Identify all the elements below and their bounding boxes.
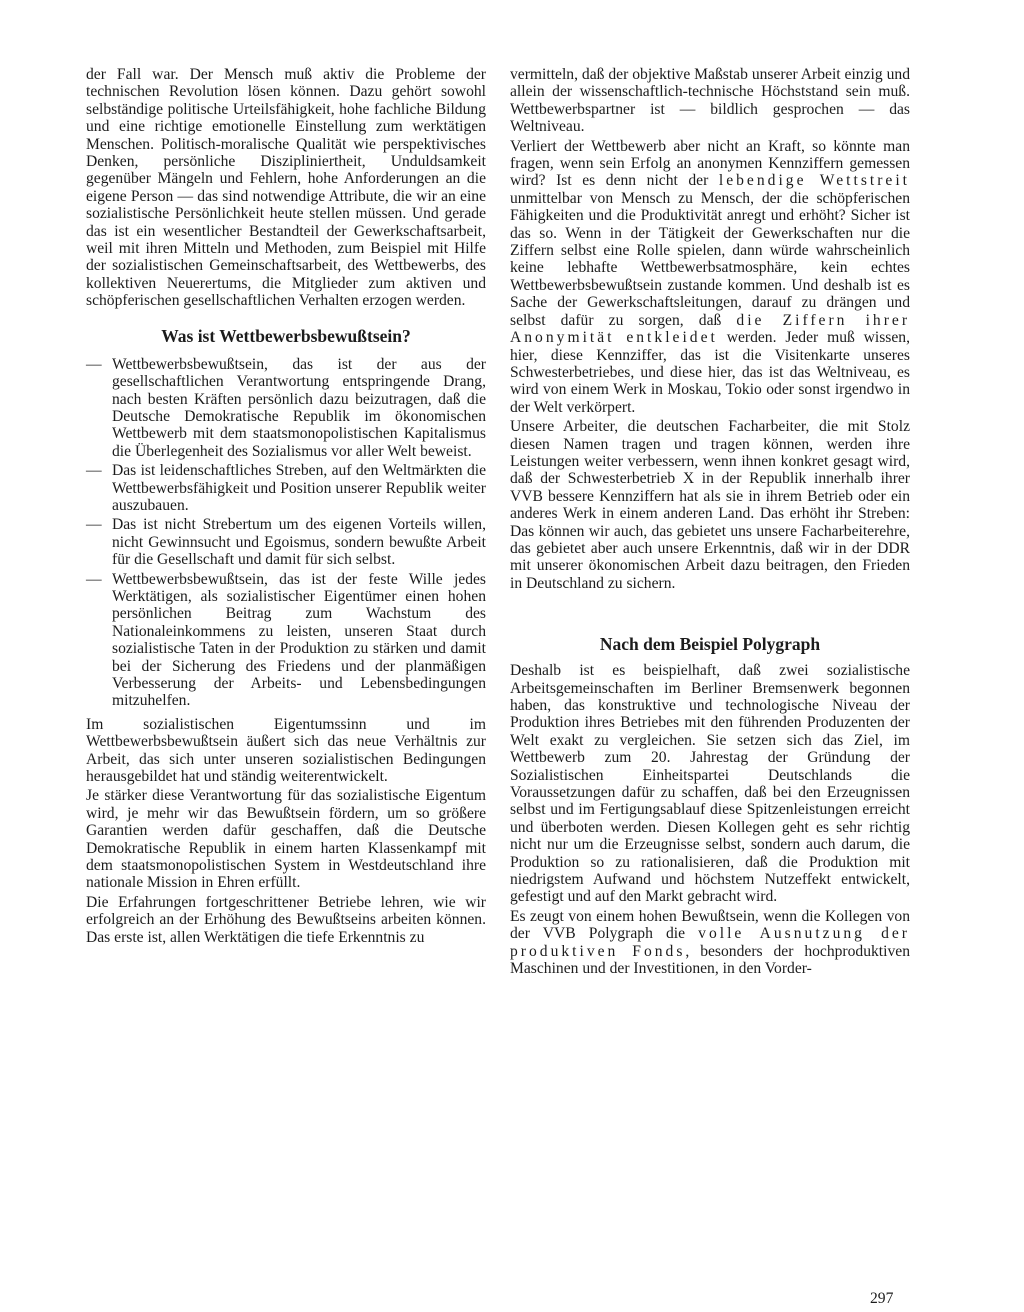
spaced-emphasis: die Ziffern ihrer Anonymität entkleidet	[510, 311, 911, 347]
dash-bullet: —	[86, 516, 102, 534]
right-column	[510, 66, 910, 980]
bullet-item	[86, 516, 486, 568]
paragraph: vermitteln, daß der objektive Maßstab unserer Arbeit einzig und allein der wissenschaftlich-technische Höchststand sein muß. Wettbewerbspartner ist — bildlich gesprochen — das Weltniveau.	[510, 66, 910, 136]
text-run: unmittelbar von Mensch zu Mensch, der die schöpferischen Fähigkeiten und die Produktivität anregt und erhöht? Sicher ist das so. Wenn in der Tätigkeit der Gewerkschaften nur die Ziffern selbst eine Rolle spielen, dann würde wahrscheinlich keine lebhafte Wettbewerbsatmosphäre, kein echtes Wettbewerbsbewußtsein zustande kommen. Und deshalb ist es Sache der Gewerkschaftsleitungen, darauf zu drängen und selbst dafür zu sorgen, daß	[510, 189, 910, 329]
paragraph: Unsere Arbeiter, die deutschen Facharbeiter, die mit Stolz diesen Namen tragen und tragen können, werden ihre Leistungen weiter verbessern, wenn ihnen konkret gesagt wird, daß der Schwesterbetrieb X in der Republik innerhalb ihrer VVB bessere Kennziffern hat als sie in ihrem Betrieb oder ein anderes Werk in einem anderen Land. Das erhöht ihr Streben: Das können wir auch, das gebietet uns unsere Facharbeiterehre, das gebietet aber auch unsere Erkenntnis, daß wir in der DDR mit unserer ökonomischen Arbeit dazu beitragen, den Frieden in Deutschland zu sichern.	[510, 418, 910, 592]
bullet-item	[86, 571, 486, 710]
paragraph: Die Erfahrungen fortgeschrittener Betriebe lehren, wie wir erfolgreich an der Erhöhung des Bewußtseins arbeiten können. Das erste ist, allen Werktätigen die tiefe Erkenntnis zu	[86, 893, 486, 946]
page-number: 297	[870, 1290, 894, 1307]
paragraph: Deshalb ist es beispielhaft, daß zwei sozialistische Arbeitsgemeinschaften im Berliner Bremsenwerk begonnen haben, das konstruktive und technologische Niveau der Produktion ihres Betriebes mit den führenden Produzenten der Welt exakt zu vergleichen. Sie setzen sich das Ziel, im Wettbewerb zum 20. Jahrestag der Gründung der Sozialistischen Einheitspartei Deutschlands die Voraussetzungen dafür zu schaffen, daß bei den Erzeugnissen selbst und im Fertigungsablauf diese Spitzenleistungen erreicht und überboten werden. Diesen Kollegen geht es sehr richtig nicht nur um die Erzeugnisse selbst, sondern auch darum, die Produktion so zu rationalisieren, daß die Produktion mit niedrigstem Aufwand und höchstem Nutzeffekt entwickelt, gefestigt und auf den Markt gebracht wird.	[510, 662, 910, 906]
bullet-text: Das ist leidenschaftliches Streben, auf den Weltmärkten die Wettbewerbsfähigkeit und Position unserer Republik weiter auszubauen.	[112, 462, 486, 514]
dash-bullet: —	[86, 355, 102, 373]
paragraph: Im sozialistischen Eigentumssinn und im Wettbewerbsbewußtsein äußert sich das neue Verhältnis zur Arbeit, das sich unter unseren sozialistischen Bedingungen herausgebildet hat und ständig weiterentwickelt.	[86, 715, 486, 786]
text-run: werden. Jeder muß wissen, hier, diese Kennziffer, das ist die Visitenkarte unseres Schwesterbetriebes, und diese hier, das ist das Weltniveau, es wird von einem Werk in Moskau, Tokio oder sonst irgendwo in der Welt verkörpert.	[510, 329, 910, 416]
section-heading: Nach dem Beispiel Polygraph	[599, 634, 821, 655]
paragraph	[510, 908, 910, 978]
text-run: Es zeugt von einem hohen Bewußtsein, wenn die Kollegen von der VVB Polygraph die	[510, 907, 910, 943]
bullet-item	[86, 356, 486, 460]
text-run: , besonders der hochproduktiven Maschinen und der Investitionen, in den Vorder-	[510, 942, 910, 978]
dash-bullet: —	[86, 462, 102, 480]
paragraph	[510, 138, 910, 417]
dash-bullet: —	[86, 570, 102, 588]
section-heading: Was ist Wettbewerbsbewußtsein?	[161, 325, 411, 346]
paragraph: der Fall war. Der Mensch muß aktiv die Probleme der technischen Revolution lösen können. Dazu gehört sowohl selbständige politische Urteilsfähigkeit, hohe fachliche Bildung und eine richtige emotionelle Einstellung zum werktätigen Menschen. Politisch-moralische Qualität wie perspektivisches Denken, persönliche Diszipliniertheit, Unduldsamkeit gegenüber Mängeln und Fehlern, hohe Anforderungen an die eigene Person — das sind notwendige Attribute, die wir an eine sozialistische Persönlichkeit heute stellen müssen. Und gerade das ist ein wesentlicher Bestandteil der Gewerkschaftsarbeit, weil mit ihren Mitteln und Methoden, zum Beispiel mit Hilfe der sozialistischen Gemeinschaftsarbeit, des Wettbewerbs, des kollektiven Neuerertums, die Mitglieder zum aktiven und schöpferischen gesellschaftlichen Verhalten erzogen werden.	[86, 66, 486, 310]
bullet-item	[86, 462, 486, 514]
bullet-text: Wettbewerbsbewußtsein, das ist der feste Wille jedes Werktätigen, als sozialistischer Eigentümer einen hohen persönlichen Beitrag zum Wachstum des Nationaleinkommens zu leisten, unseren Staat durch sozialistische Taten in der Produktion zu stärken und damit bei der Sicherung des Friedens und der planmäßigen Verbesserung der Arbeits- und Lebensbedingungen mitzuhelfen.	[112, 570, 486, 710]
spaced-emphasis: lebendige Wettstreit	[718, 172, 911, 190]
paragraph: Je stärker diese Verantwortung für das sozialistische Eigentum wird, je mehr wir das Bewußtsein fördern, um so größere Garantien werden dafür geschaffen, daß die Deutsche Demokratische Republik in einem harten Klassenkampf mit dem staatsmonopolistischen System in Westdeutschland ihre nationale Mission in Ehren erfüllt.	[86, 787, 486, 892]
bullet-text: Das ist nicht Strebertum um des eigenen Vorteils willen, nicht Gewinnsucht und Egoismus, sondern bewußte Arbeit für die Gesellschaft und damit für sich selbst.	[112, 516, 486, 569]
spaced-emphasis: volle Ausnutzung der produktiven Fonds	[510, 925, 910, 960]
bullet-text: Wettbewerbsbewußtsein, das ist der aus der gesellschaftlichen Verantwortung entspringende Drang, nach besten Kräften persönlich dazu beizutragen, daß die Deutsche Demokratische Republik im ökonomischen Wettbewerb mit dem staatsmonopolistischen Kapitalismus die Überlegenheit des Sozialismus vor aller Welt beweist.	[112, 355, 486, 460]
text-run: Verliert der Wettbewerb aber nicht an Kraft, so könnte man fragen, wenn sein Erfolg an anonymen Kennziffern gemessen wird? Ist es denn nicht der	[510, 137, 910, 190]
left-column	[86, 66, 486, 948]
